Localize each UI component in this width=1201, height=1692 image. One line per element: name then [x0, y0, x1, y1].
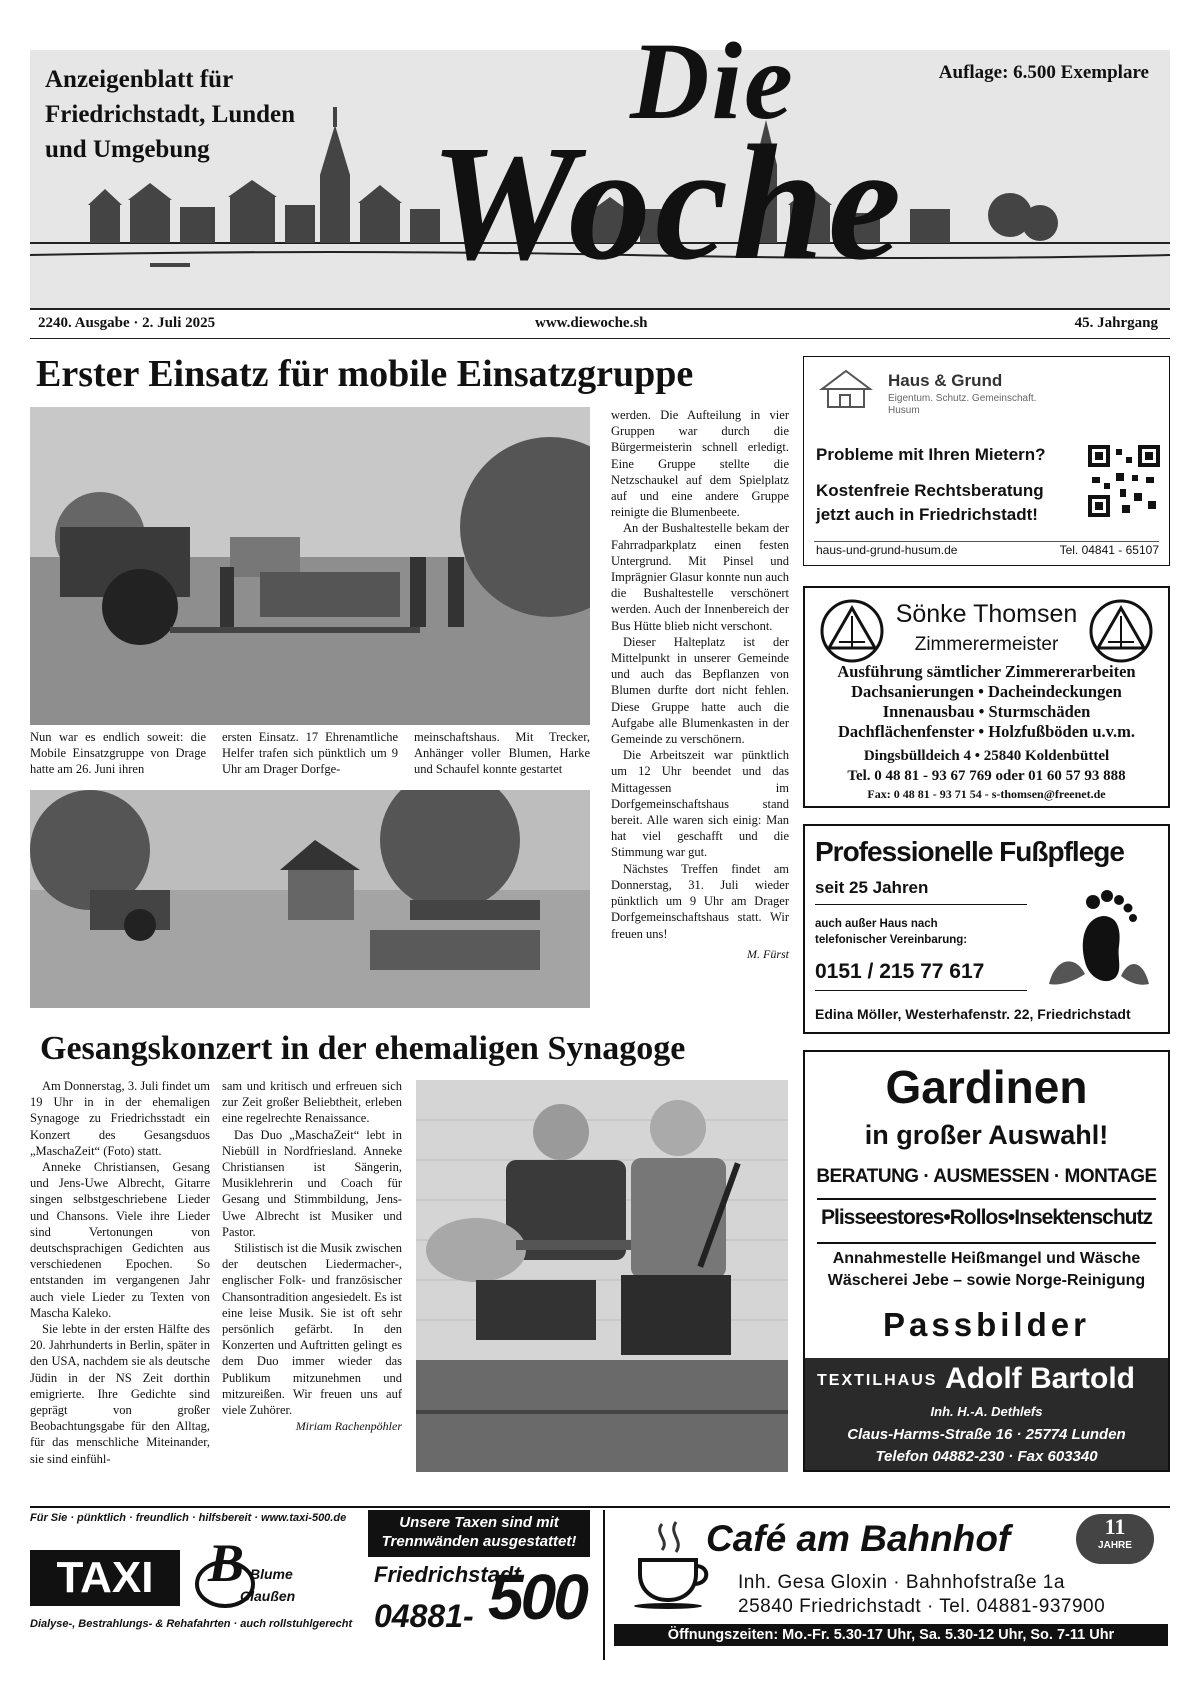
article1-headline: Erster Einsatz für mobile Einsatzgruppe — [36, 353, 694, 395]
article2-author: Miriam Rachenpöhler — [295, 1419, 402, 1434]
taxi-brand-b: B — [208, 1533, 245, 1593]
ad-fusspflege — [803, 824, 1170, 1034]
thomsen-line2: Dachsanierungen • Dacheindeckungen — [851, 682, 1122, 701]
gardinen-products: Plisseestores•Rollos•Insektenschutz — [820, 1206, 1152, 1229]
masthead-title-woche: Woche — [430, 111, 906, 294]
cafe-owner: Inh. Gesa Gloxin · Bahnhofstraße 1a — [738, 1572, 1065, 1593]
coffee-cup-icon — [632, 1520, 714, 1610]
gardinen-laundry-2: Wäscherei Jebe – sowie Norge-Reinigung — [827, 1272, 1146, 1289]
gardinen-laundry-1: Annahmestelle Heißmangel und Wäsche — [832, 1250, 1141, 1267]
fusspflege-divider-bottom — [815, 990, 1027, 991]
bottom-divider — [30, 1506, 1170, 1508]
article1-caption-col3: meinschaftshaus. Mit Trecker, Anhänger voller Blumen, Harke und Schaufel konnte gestartet — [414, 730, 590, 777]
taxi-slogan: Für Sie · pünktlich · freundlich · hilfsbereit · www.taxi-500.de — [30, 1512, 347, 1524]
ad-taxi — [30, 1510, 592, 1660]
bartold-phone: Telefon 04882-230 · Fax 603340 — [875, 1448, 1098, 1465]
ad-haus-und-grund — [803, 356, 1170, 566]
fusspflege-footer: Edina Möller, Westerhafenstr. 22, Friedrichstadt — [815, 1006, 1131, 1022]
article1-photo-bus-stop — [30, 790, 590, 1008]
taxi-services: Dialyse-, Bestrahlungs- & Rehafahrten · auch rollstuhlgerecht — [30, 1618, 353, 1630]
taxi-partition-note: Unsere Taxen sind mit Trennwänden ausgestattet! — [368, 1510, 590, 1557]
thomsen-line4: Dachflächenfenster • Holzfußböden u.v.m. — [838, 722, 1135, 741]
fusspflege-title: Professionelle Fußpflege — [815, 836, 1124, 867]
ad-gardinen-bartold — [803, 1050, 1170, 1472]
tractor-photo-illustration — [30, 407, 590, 725]
gardinen-divider-2 — [817, 1242, 1156, 1244]
ad-soenke-thomsen — [803, 586, 1170, 808]
website-link[interactable]: www.diewoche.sh — [535, 315, 648, 331]
article1-body: werden. Die Aufteilung in vier Gruppen war durch die Bürgermeisterin schnell erledigt. Eine Gruppe stellte die Netzschaukel auf dem Spielplatz auf und eine andere Gruppe reinigte die Blumenbeete. An der Bushaltestelle bekam der Fahrradparkplatz einen festen Untergrund. Mit Pinsel und Imprägnier Glasur konnte nun auch die Bushaltestelle verschönert werden. Auch der Innenbereich der Bus Hütte blieb nicht verschont. Dieser Halteplatz ist der Mittelpunkt in unserer Gemeinde und auch das Bepflanzen von Blumen durfte dort nicht fehlen. Diese Gruppe hatte auch die Aufgabe alle Blumenkasten in der Gemeinde zu verschönern. Die Arbeitszeit war pünktlich um 12 Uhr beendet und das Mittagessen im Dorfgemeinschaftshaus stand bereit. Alle waren sich einig: Man hat viel geschafft und die Stimmung war gut. Nächstes Treffen findet am Donnerstag, 31. Juli wieder pünktlich um 9 Uhr am Drager Dorfgemeinschaftshaus statt. Wir freuen uns! M. Fürst — [611, 408, 789, 961]
carpenter-emblem-icon-right — [1088, 598, 1154, 664]
haus-grund-phone: Tel. 04841 - 65107 — [1059, 543, 1159, 557]
article1-author: M. Fürst — [747, 946, 789, 961]
thomsen-fax: Fax: 0 48 81 - 93 71 54 - s-thomsen@freenet.de — [867, 787, 1106, 801]
volume: 45. Jahrgang — [1074, 315, 1158, 331]
gardinen-divider-1 — [817, 1198, 1156, 1200]
cafe-name: Café am Bahnhof — [706, 1518, 1011, 1559]
issue-bar — [30, 308, 1170, 339]
carpenter-emblem-icon-left — [819, 598, 885, 664]
gardinen-services: BERATUNG · AUSMESSEN · MONTAGE — [816, 1166, 1157, 1187]
article2-headline: Gesangskonzert in der ehemaligen Synagoge — [40, 1030, 686, 1067]
gardinen-title: Gardinen — [885, 1061, 1088, 1113]
bartold-footer — [805, 1358, 1168, 1470]
cafe-address: 25840 Friedrichstadt · Tel. 04881-937900 — [738, 1596, 1106, 1617]
house-logo-icon — [818, 367, 874, 411]
taxi-number-main[interactable]: 500 — [488, 1561, 586, 1633]
gardinen-passbilder: Passbilder — [883, 1306, 1090, 1343]
bartold-owner: Inh. H.-A. Dethlefs — [930, 1404, 1043, 1419]
thomsen-name: Sönke Thomsen — [895, 600, 1078, 628]
qr-code-icon[interactable] — [1086, 443, 1162, 519]
cafe-opening-hours: Öffnungszeiten: Mo.-Fr. 5.30-17 Uhr, Sa. 5.30-12 Uhr, So. 7-11 Uhr — [614, 1624, 1168, 1646]
article1-caption-col1: Nun war es endlich soweit: die Mobile Einsatzgruppe von Drage hatte am 26. Juni ihren — [30, 730, 206, 777]
haus-grund-offer-2: jetzt auch in Friedrichstadt! — [816, 505, 1038, 524]
fusspflege-phone: 0151 / 215 77 617 — [815, 960, 985, 983]
thomsen-address: Dingsbülldeich 4 • 25840 Koldenbüttel — [863, 748, 1110, 764]
thomsen-line3: Innenausbau • Sturmschäden — [882, 702, 1091, 721]
haus-grund-offer-1: Kostenfreie Rechtsberatung — [816, 481, 1044, 500]
fusspflege-divider-top — [815, 904, 1027, 905]
article1-caption-col2: ersten Einsatz. 17 Ehrenamtliche Helfer trafen sich pünktlich um 9 Uhr am Drager Dorfge- — [222, 730, 398, 777]
cafe-anniversary-badge: 11 JAHRE — [1076, 1514, 1154, 1564]
duo-photo-illustration — [416, 1080, 788, 1472]
bottom-vertical-divider — [603, 1510, 605, 1660]
taxi-brand-claussen: Claußen — [240, 1588, 296, 1604]
foot-leaf-icon — [1045, 888, 1155, 992]
article1-photo-tractor — [30, 407, 590, 725]
haus-grund-website[interactable]: haus-und-grund-husum.de — [816, 543, 958, 557]
bartold-prefix: TEXTILHAUS — [817, 1372, 938, 1389]
haus-grund-name: Haus & Grund — [888, 371, 1003, 390]
thomsen-title: Zimmerermeister — [914, 634, 1059, 655]
fusspflege-note-1: auch außer Haus nach — [815, 918, 938, 930]
haus-grund-tagline: Eigentum. Schutz. Gemeinschaft. — [888, 393, 1037, 404]
ad-cafe-am-bahnhof — [612, 1510, 1170, 1660]
gardinen-subtitle: in großer Auswahl! — [864, 1120, 1109, 1150]
haus-grund-question: Probleme mit Ihren Mietern? — [816, 445, 1046, 464]
fusspflege-note-2: telefonischer Vereinbarung: — [815, 934, 968, 946]
haus-grund-divider — [814, 541, 1159, 542]
haus-grund-place: Husum — [888, 405, 920, 416]
bartold-name: Adolf Bartold — [945, 1362, 1135, 1395]
bartold-address: Claus-Harms-Straße 16 · 25774 Lunden — [847, 1426, 1126, 1443]
taxi-brand-blume: Blume — [250, 1566, 293, 1582]
masthead-title-die: Die — [630, 20, 795, 142]
masthead-subtitle: Anzeigenblatt für Friedrichstadt, Lunden und Umgebung — [45, 66, 296, 163]
taxi-logo: TAXI — [30, 1550, 180, 1606]
article2-photo-duo — [416, 1080, 788, 1472]
issue-number: 2240. Ausgabe · 2. Juli 2025 — [38, 315, 216, 331]
thomsen-phone: Tel. 0 48 81 - 93 67 769 oder 01 60 57 93 888 — [847, 768, 1126, 784]
taxi-number-prefix[interactable]: 04881- — [374, 1598, 474, 1634]
fusspflege-since: seit 25 Jahren — [815, 878, 929, 897]
bus-stop-photo-illustration — [30, 790, 590, 1008]
article2-col1: Am Donnerstag, 3. Juli findet um 19 Uhr in in der ehemaligen Synagoge zu Friedrichsstadt ein Konzert des Gesangsduos „MaschaZeit“ (Foto) statt. Anneke Christiansen, Gesang und Jens-Uwe Albrecht, Gitarre singen selbstgeschriebene Lieder und Chansons. Viele ihre Lieder sind Vertonungen von deutschsprachigen Gedichten aus verschiedenen Epochen. So entstanden im vergangenen Jahr auch viele Lieder zu Texten von Mascha Kaleko. Sie lebte in der ersten Hälfte des 20. Jahrhunderts in Berlin, später in den USA, nachdem sie als deutsche Jüdin in der NS Zeit dorthin emigrierte. Ihre Gedichte sind geprägt von großer Beobachtungsgabe für den Alltag, für das menschliche Miteinander, sie sind einfühl- — [30, 1079, 210, 1466]
circulation: Auflage: 6.500 Exemplare — [938, 62, 1149, 83]
taxi-city: Friedrichstadt — [374, 1562, 521, 1587]
article2-col2: sam und kritisch und erfreuen sich zur Zeit großer Beliebtheit, erleben eine regelrechte Renaissance. Das Duo „MaschaZeit“ lebt in Niebüll in Nordfriesland. Anneke Christiansen ist Sängerin, Musiklehrerin und Coach für Gesang und Stimmbildung, Jens-Uwe Albrecht ist Musiker und Pastor. Stilistisch ist die Musik zwischen der deutschen Liedermacher-, englischer Folk- und französischer Chansontradition angesiedelt. Es ist eine leise Musik. Sie ist oft sehr persönlich gefärbt. In den Konzerten und Auftritten gelingt es dem Duo immer wieder das Publikum mitzunehmen und mitzureißen. Wir freuen uns auf viele Zuhörer. Miriam Rachenpöhler — [222, 1079, 402, 1434]
thomsen-line1: Ausführung sämtlicher Zimmererarbeiten — [837, 662, 1136, 681]
